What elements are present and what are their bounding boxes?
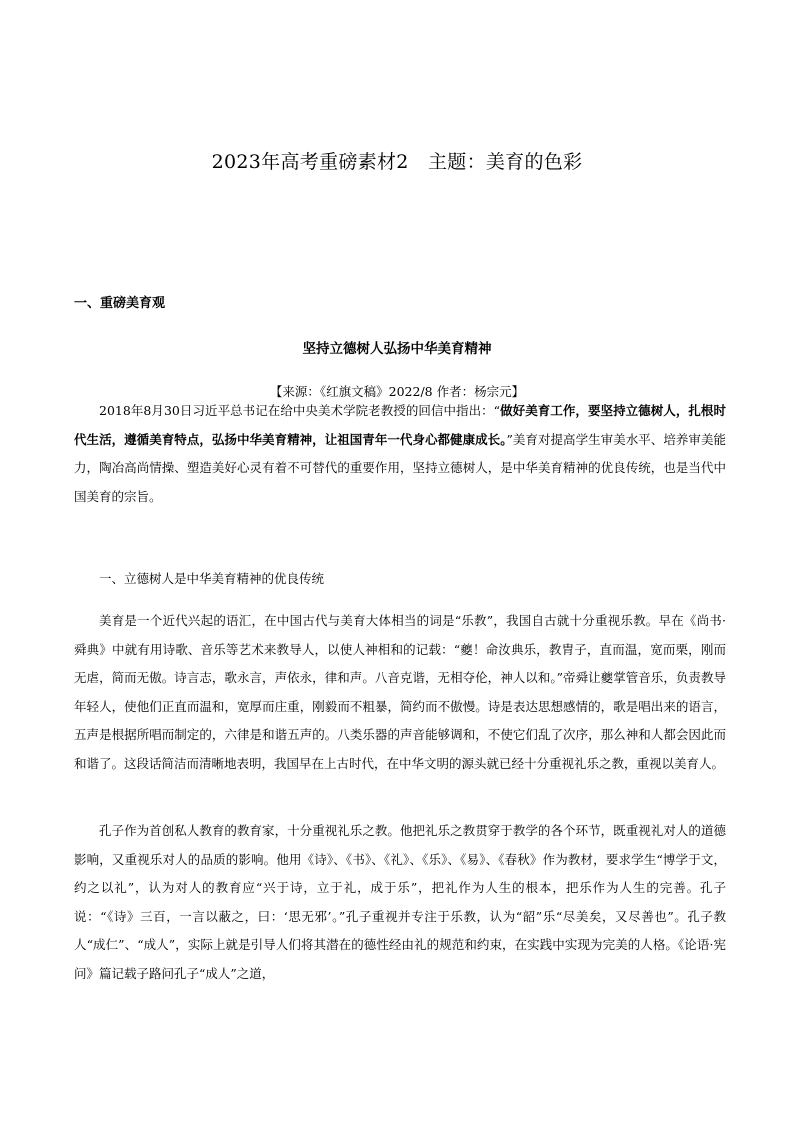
sub-heading: 一、立德树人是中华美育精神的优良传统 (99, 571, 325, 586)
article-title: 坚持立德树人弘扬中华美育精神 (302, 341, 492, 357)
paragraph-1-quote: 做好美育工作，要坚持立德树人，扎根时代生活，遵循美育特点，弘扬中华美育精神，让祖国青年一代身心都健康成长。 (74, 403, 726, 447)
paragraph-1-lead: 2018年8月30日习近平总书记在给中央美术学院老教授的回信中指出：“ (99, 403, 501, 418)
section-heading: 一、重磅美育观 (74, 296, 166, 311)
paragraph-1-rest: ”美育对提高学生审美水平、培养审美能力，陶冶高尚情操、塑造美好心灵有着不可替代的重要作用，坚持立德树人，是中华美育精神的优良传统，也是当代中国美育的宗旨。 (74, 431, 726, 504)
document-title: 2023年高考重磅素材2 主题：美育的色彩 (211, 151, 583, 173)
article-source: 【来源：《红旗文稿》2022/8 作者：杨宗元】 (269, 384, 525, 399)
paragraph-2: 美育是一个近代兴起的语汇，在中国古代与美育大体相当的词是“乐教”，我国自古就十分重视乐教。早在《尚书·舜典》中就有用诗歌、音乐等艺术来教导人，以使人神相和的记载：“夔！命汝典乐，教胄子，直而温，宽而栗，刚而无虐，简而无傲。诗言志，歌永言，声依永，律和声。八音克谐，无相夺伦，神人以和。”帝舜让夔掌管音乐，负责教导年轻人，使他们正直而温和，宽厚而庄重，刚毅而不粗暴，简约而不傲慢。诗是表达思想感情的，歌是唱出来的语言，五声是根据所唱而制定的，六律是和谐五声的。八类乐器的声音能够调和，不使它们乱了次序，那么神和人都会因此而和谐了。这段话简洁而清晰地表明，我国早在上古时代，在中华文明的源头就已经十分重视礼乐之教，重视以美育人。 (74, 613, 726, 771)
paragraph-1 (74, 397, 726, 511)
paragraph-3: 孔子作为首创私人教育的教育家，十分重视礼乐之教。他把礼乐之教贯穿于教学的各个环节，既重视礼对人的道德影响，又重视乐对人的品质的影响。他用《诗》、《书》、《礼》、《乐》、《易》、《春秋》作为教材，要求学生“博学于文，约之以礼”，认为对人的教育应“兴于诗，立于礼，成于乐”，把礼作为人生的根本，把乐作为人生的完善。孔子说：“《诗》三百，一言以蔽之，曰：‘思无邪’。”孔子重视并专注于乐教，认为“韶”乐“尽美矣，又尽善也”。孔子教人“成仁”、“成人”，实际上就是引导人们将其潜在的德性经由礼的规范和约束，在实践中实现为完美的人格。《论语·宪问》篇记载子路问孔子“成人”之道， (74, 823, 726, 981)
